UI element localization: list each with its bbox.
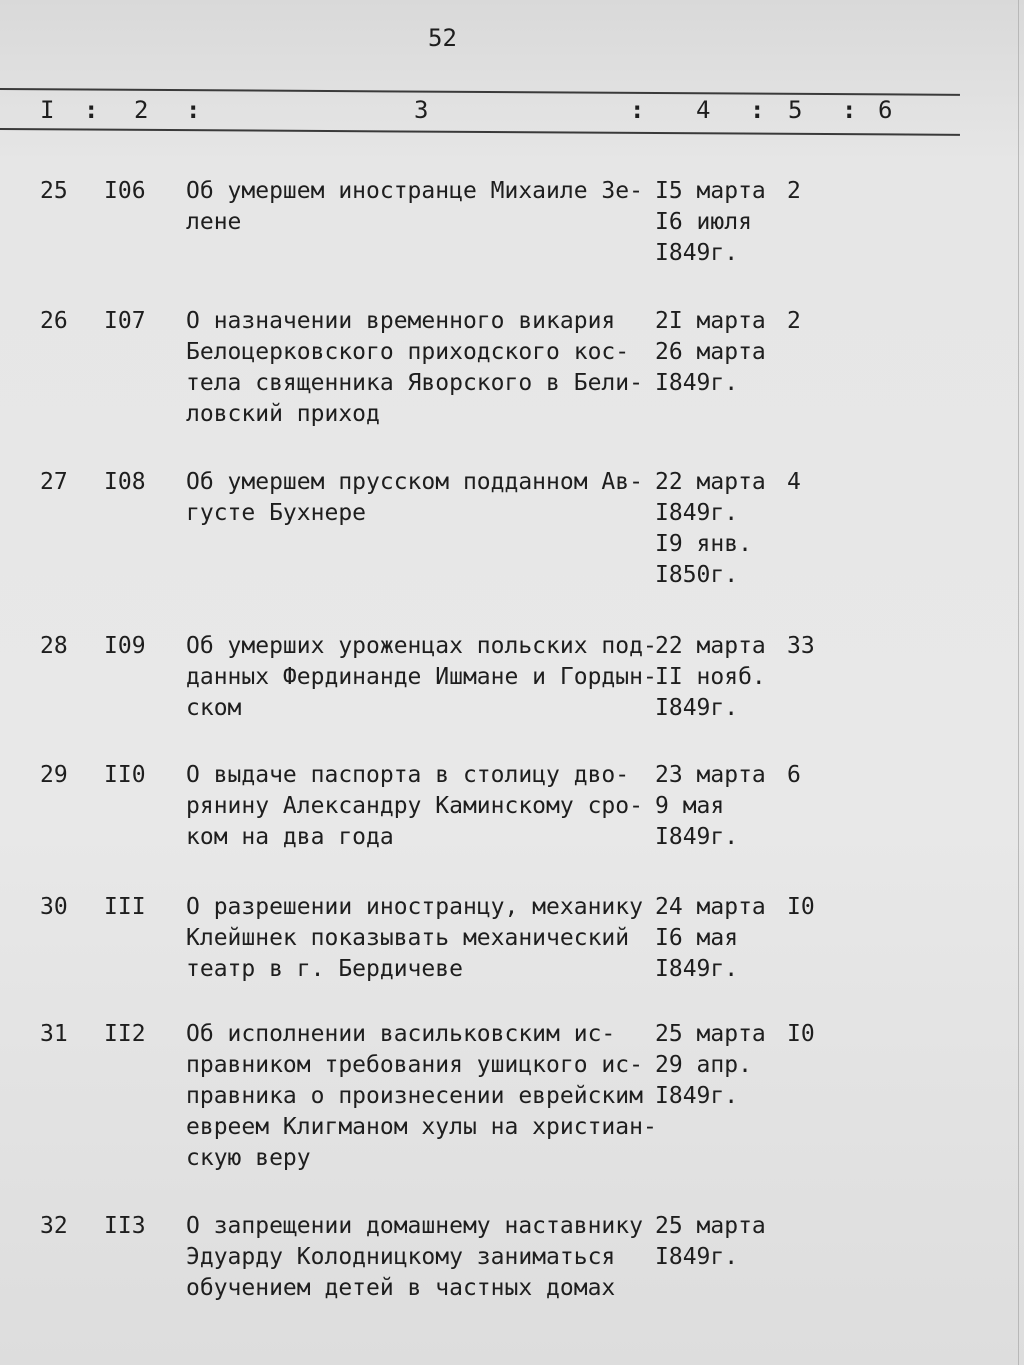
case-dates [655, 1211, 785, 1273]
case-title [186, 631, 657, 724]
case-dates [655, 760, 785, 853]
column-separator: : [186, 96, 201, 124]
case-title-line: Белоцерковского приходского кос- [186, 339, 630, 365]
date-line: II нояб. [655, 664, 766, 690]
case-title-line: тела священника Яворского в Бели- [186, 370, 643, 396]
date-line: 25 марта [655, 1213, 766, 1239]
column-header-2: 2 [134, 96, 149, 124]
case-title-line: театр в г. Бердичеве [186, 956, 463, 982]
case-dates [655, 306, 785, 399]
case-dates [655, 892, 785, 985]
case-dates [655, 467, 785, 591]
file-number: II3 [104, 1213, 146, 1239]
sheet-count: 4 [787, 469, 801, 495]
date-line: 22 марта [655, 469, 766, 495]
case-title-line: ком на два года [186, 824, 394, 850]
date-line: 25 марта [655, 1021, 766, 1047]
file-number: I06 [104, 178, 146, 204]
date-line: 23 марта [655, 762, 766, 788]
column-header-3: 3 [414, 96, 429, 124]
date-line: I849г. [655, 370, 739, 396]
date-line: I9 янв. [655, 531, 752, 557]
case-title-line: евреем Клигманом хулы на христиан- [186, 1114, 657, 1140]
header-rule-top [0, 88, 960, 96]
case-title [186, 1211, 643, 1304]
column-separator: : [630, 96, 645, 124]
date-line: I6 июля [655, 209, 752, 235]
column-separator: : [842, 96, 857, 124]
case-title-line: О назначении временного викария [186, 308, 616, 334]
case-title-line: правника о произнесении еврейским [186, 1083, 643, 1109]
case-title [186, 176, 643, 238]
file-number: I09 [104, 633, 146, 659]
column-header-4: 4 [696, 96, 711, 124]
column-header-1: I [40, 96, 55, 124]
row-number: 27 [40, 469, 68, 495]
sheet-count: 2 [787, 308, 801, 334]
case-dates [655, 1019, 785, 1112]
file-number: I08 [104, 469, 146, 495]
row-number: 29 [40, 762, 68, 788]
date-line: I849г. [655, 240, 739, 266]
case-title-line: Об умершем иностранце Михаиле Зе- [186, 178, 643, 204]
date-line: I5 марта [655, 178, 766, 204]
sheet-count: 2 [787, 178, 801, 204]
date-line: I849г. [655, 956, 739, 982]
case-title-line: О выдаче паспорта в столицу дво- [186, 762, 630, 788]
column-separator: : [84, 96, 99, 124]
column-separator: : [750, 96, 765, 124]
row-number: 31 [40, 1021, 68, 1047]
case-title [186, 467, 643, 529]
case-title-line: скую веру [186, 1145, 311, 1171]
date-line: 26 марта [655, 339, 766, 365]
row-number: 28 [40, 633, 68, 659]
case-title-line: ловский приход [186, 401, 380, 427]
date-line: I849г. [655, 824, 739, 850]
date-line: 9 мая [655, 793, 725, 819]
case-title-line: рянину Александру Каминскому сро- [186, 793, 643, 819]
case-title-line: лене [186, 209, 242, 235]
file-number: II2 [104, 1021, 146, 1047]
sheet-count: I0 [787, 894, 815, 920]
case-dates [655, 631, 785, 724]
file-number: II0 [104, 762, 146, 788]
case-title [186, 892, 643, 985]
row-number: 26 [40, 308, 68, 334]
date-line: 29 апр. [655, 1052, 752, 1078]
date-line: 2I марта [655, 308, 766, 334]
file-number: I07 [104, 308, 146, 334]
case-title-line: Об исполнении васильковским ис- [186, 1021, 616, 1047]
case-title-line: Клейшнек показывать механический [186, 925, 630, 951]
case-title-line: Об умерших уроженцах польских под- [186, 633, 657, 659]
date-line: 22 марта [655, 633, 766, 659]
sheet-count: 33 [787, 633, 815, 659]
date-line: I849г. [655, 1244, 739, 1270]
row-number: 30 [40, 894, 68, 920]
row-number: 25 [40, 178, 68, 204]
date-line: I849г. [655, 500, 739, 526]
row-number: 32 [40, 1213, 68, 1239]
page-edge-line [1018, 0, 1019, 1365]
case-title-line: Об умершем прусском подданном Ав- [186, 469, 643, 495]
case-title-line: ском [186, 695, 242, 721]
case-title [186, 1019, 657, 1174]
date-line: I850г. [655, 562, 739, 588]
case-title-line: Эдуарду Колодницкому заниматься [186, 1244, 616, 1270]
page-number: 52 [428, 24, 457, 52]
date-line: I849г. [655, 695, 739, 721]
case-title-line: густе Бухнере [186, 500, 367, 526]
file-number: III [104, 894, 146, 920]
case-title-line: О запрещении домашнему наставнику [186, 1213, 643, 1239]
date-line: I849г. [655, 1083, 739, 1109]
case-title-line: обучением детей в частных домах [186, 1275, 616, 1301]
sheet-count: I0 [787, 1021, 815, 1047]
column-header-6: 6 [878, 96, 893, 124]
date-line: 24 марта [655, 894, 766, 920]
column-header-5: 5 [788, 96, 803, 124]
case-title-line: О разрешении иностранцу, механику [186, 894, 643, 920]
date-line: I6 мая [655, 925, 739, 951]
case-title-line: данных Фердинанде Ишмане и Гордын- [186, 664, 657, 690]
header-rule-bottom [0, 128, 960, 136]
case-dates [655, 176, 785, 269]
case-title-line: правником требования ушицкого ис- [186, 1052, 643, 1078]
case-title [186, 760, 643, 853]
case-title [186, 306, 643, 430]
sheet-count: 6 [787, 762, 801, 788]
